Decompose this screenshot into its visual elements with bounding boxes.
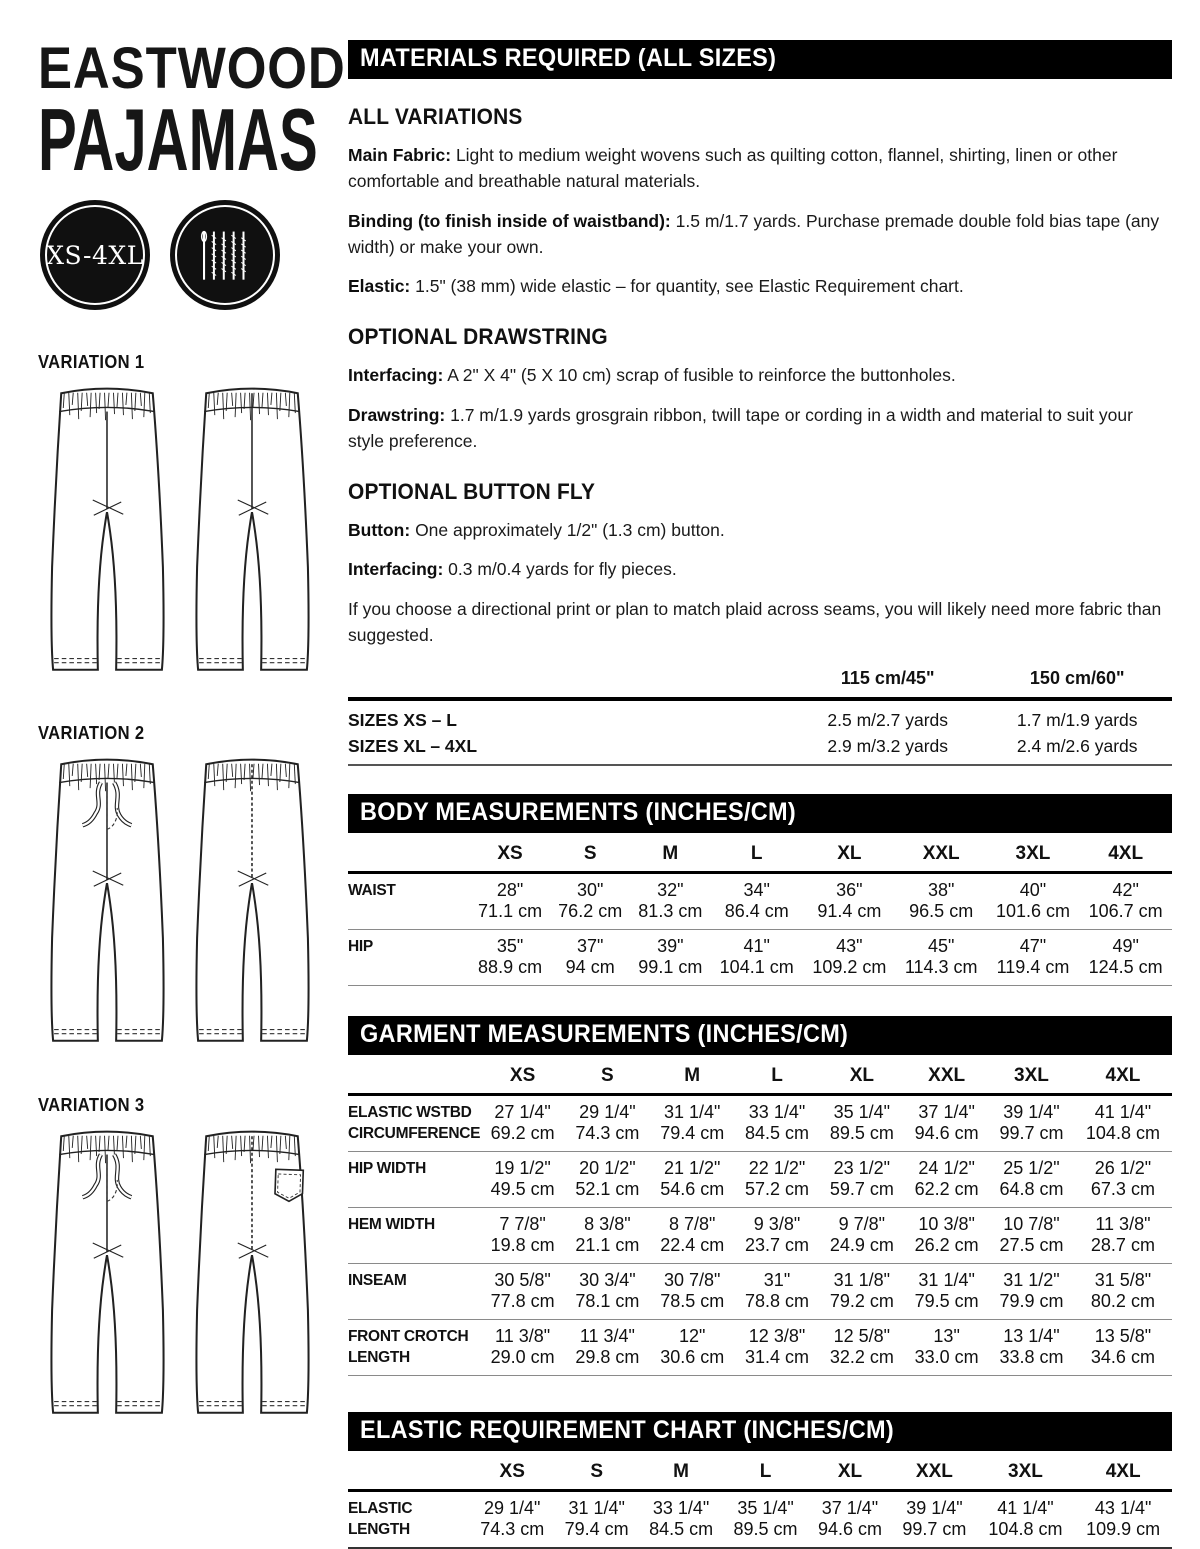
- table-cell: 37" 94 cm: [565, 936, 615, 977]
- table-cell: 21 1/2" 54.6 cm: [660, 1158, 725, 1199]
- elastic-requirement-table: [348, 1453, 1172, 1549]
- column-header: 115 cm/45": [793, 664, 983, 699]
- table-cell: 37 1/4" 94.6 cm: [817, 1498, 882, 1539]
- table-cell: 7 7/8" 19.8 cm: [490, 1214, 555, 1255]
- table-row: [348, 1320, 1172, 1376]
- size-range-label: XS-4XL: [46, 240, 144, 270]
- paragraph-label: Binding (to finish inside of waistband):: [348, 210, 671, 231]
- sewing-needles-icon: [188, 218, 262, 292]
- paragraph-label: Interfacing:: [348, 559, 444, 580]
- paragraph-text: 1.5" (38 mm) wide elastic – for quantity, see Elastic Requirement chart.: [410, 276, 964, 296]
- table-cell: 12 3/8" 31.4 cm: [745, 1326, 810, 1367]
- body-measurements-title: BODY MEASUREMENTS (INCHES/CM): [360, 798, 796, 826]
- table-cell: 43" 109.2 cm: [812, 936, 887, 977]
- table-cell: 45" 114.3 cm: [904, 936, 978, 977]
- table-cell: 31 1/4" 79.4 cm: [564, 1498, 629, 1539]
- table-cell: 38" 96.5 cm: [909, 880, 974, 921]
- table-cell: 10 7/8" 27.5 cm: [999, 1214, 1064, 1255]
- table-cell: 9 3/8" 23.7 cm: [745, 1214, 810, 1255]
- optional-drawstring-heading: OPTIONAL DRAWSTRING: [348, 324, 608, 350]
- drawstring-paragraph: [348, 402, 1172, 455]
- row-label-spacer: [348, 835, 470, 873]
- table-cell: 32" 81.3 cm: [638, 880, 703, 921]
- variation-2: [38, 723, 323, 1055]
- row-label: HIP: [348, 938, 373, 955]
- table-cell: 39 1/4" 99.7 cm: [999, 1102, 1064, 1143]
- row-label: ELASTIC LENGTH: [348, 1500, 413, 1538]
- table-cell: 2.5 m/2.7 yards: [827, 710, 949, 730]
- size-range-badge: [40, 200, 150, 310]
- table-cell: 30" 76.2 cm: [558, 880, 623, 921]
- table-cell: 31" 78.8 cm: [745, 1270, 810, 1311]
- optional-button-fly-heading: OPTIONAL BUTTON FLY: [348, 479, 596, 504]
- table-cell: 41 1/4" 104.8 cm: [1085, 1102, 1160, 1143]
- column-header: S: [550, 835, 630, 873]
- column-header: L: [723, 1453, 807, 1491]
- paragraph-text: One approximately 1/2" (1.3 cm) button.: [410, 520, 725, 540]
- column-header: 3XL: [977, 1453, 1075, 1491]
- column-header: XL: [808, 1453, 892, 1491]
- table-row: [348, 1208, 1172, 1264]
- table-cell: 31 1/2" 79.9 cm: [999, 1270, 1064, 1311]
- column-header: XS: [480, 1057, 565, 1095]
- paragraph-text: 0.3 m/0.4 yards for fly pieces.: [443, 559, 677, 580]
- left-sidebar: [38, 36, 346, 1480]
- body-measurements-table: [348, 835, 1172, 986]
- table-cell: 25 1/2" 64.8 cm: [999, 1158, 1064, 1199]
- column-header: 3XL: [987, 835, 1080, 873]
- button-paragraph: [348, 517, 1172, 543]
- column-header: M: [630, 835, 710, 873]
- row-label: INSEAM: [348, 1272, 407, 1289]
- table-cell: 13 5/8" 34.6 cm: [1090, 1326, 1155, 1367]
- row-label: HIP WIDTH: [348, 1160, 426, 1177]
- table-cell: 8 7/8" 22.4 cm: [660, 1214, 725, 1255]
- table-cell: 8 3/8" 21.1 cm: [575, 1214, 640, 1255]
- column-header: M: [639, 1453, 723, 1491]
- body-measurements-bar: [348, 794, 1172, 833]
- table-cell: 47" 119.4 cm: [996, 936, 1070, 977]
- table-cell: 35 1/4" 89.5 cm: [829, 1102, 894, 1143]
- table-cell: 41" 104.1 cm: [719, 936, 794, 977]
- table-cell: 40" 101.6 cm: [995, 880, 1070, 921]
- table-cell: 31 5/8" 80.2 cm: [1090, 1270, 1155, 1311]
- table-cell: 33 1/4" 84.5 cm: [745, 1102, 810, 1143]
- table-cell: 13" 33.0 cm: [914, 1326, 979, 1367]
- table-cell: 9 7/8" 24.9 cm: [829, 1214, 894, 1255]
- table-cell: 31 1/8" 79.2 cm: [829, 1270, 894, 1311]
- badge-row: [40, 200, 280, 310]
- paragraph-label: Main Fabric:: [348, 145, 452, 165]
- elastic-paragraph: [348, 273, 1172, 299]
- materials-header-title: MATERIALS REQUIRED (ALL SIZES): [360, 44, 777, 72]
- table-cell: 11 3/4" 29.8 cm: [575, 1326, 640, 1367]
- row-label-spacer: [348, 664, 793, 699]
- row-label: WAIST: [348, 882, 396, 899]
- interfacing-drawstring-paragraph: [348, 362, 1172, 388]
- table-row: [348, 930, 1172, 986]
- column-header: S: [565, 1057, 650, 1095]
- row-label: FRONT CROTCH LENGTH: [348, 1328, 469, 1366]
- table-cell: 43 1/4" 109.9 cm: [1086, 1498, 1161, 1539]
- column-header: M: [650, 1057, 735, 1095]
- paragraph-text: Light to medium weight wovens such as quilting cotton, flannel, shirting, linen or other comfortable and breathable natural materials.: [348, 145, 1118, 192]
- brand-title-line2: PAJAMAS: [38, 90, 318, 189]
- column-header: XS: [470, 1453, 554, 1491]
- pajama-pants-back-illustration: [183, 1122, 322, 1427]
- table-cell: 29 1/4" 74.3 cm: [480, 1498, 545, 1539]
- table-cell: 49" 124.5 cm: [1088, 936, 1163, 977]
- fabric-note-paragraph: If you choose a directional print or plan to match plaid across seams, you will likely need more fabric than suggested.: [348, 598, 1162, 645]
- column-header: L: [735, 1057, 820, 1095]
- table-cell: 36" 91.4 cm: [817, 880, 882, 921]
- row-label-spacer: [348, 1453, 470, 1491]
- table-cell: 28" 71.1 cm: [478, 880, 543, 921]
- pajama-pants-front-illustration: [38, 379, 177, 684]
- column-header: XXL: [896, 835, 987, 873]
- table-cell: 33 1/4" 84.5 cm: [649, 1498, 714, 1539]
- table-cell: 42" 106.7 cm: [1088, 880, 1163, 921]
- paragraph-label: Elastic:: [348, 276, 411, 296]
- paragraph-label: Interfacing:: [348, 365, 444, 386]
- table-cell: 1.7 m/1.9 yards: [1016, 710, 1138, 730]
- table-cell: 29 1/4" 74.3 cm: [575, 1102, 640, 1143]
- variation-2-label: VARIATION 2: [38, 723, 145, 743]
- table-cell: 2.9 m/3.2 yards: [793, 733, 983, 765]
- column-header: L: [710, 835, 803, 873]
- table-cell: 23 1/2" 59.7 cm: [829, 1158, 894, 1199]
- table-row: [348, 733, 1172, 765]
- garment-measurements-table: [348, 1057, 1172, 1376]
- table-cell: 26 1/2" 67.3 cm: [1090, 1158, 1155, 1199]
- table-cell: 39 1/4" 99.7 cm: [902, 1498, 967, 1539]
- table-cell: 2.4 m/2.6 yards: [982, 733, 1172, 765]
- brand-title-line1: EASTWOOD: [38, 36, 346, 101]
- paragraph-text: 1.5 m/1.7 yards. Purchase premade double fold bias tape (any width) or make your own.: [348, 210, 1160, 257]
- row-label-spacer: [348, 1057, 480, 1095]
- table-row: [348, 1152, 1172, 1208]
- table-cell: 30 3/4" 78.1 cm: [575, 1270, 640, 1311]
- paragraph-text: 1.7 m/1.9 yards grosgrain ribbon, twill tape or cording in a width and material to suit your style preference.: [348, 404, 1133, 451]
- binding-paragraph: [348, 208, 1172, 261]
- elastic-chart-bar: [348, 1412, 1172, 1451]
- table-cell: 22 1/2" 57.2 cm: [745, 1158, 810, 1199]
- table-row: [348, 1491, 1172, 1549]
- table-cell: 35" 88.9 cm: [478, 936, 543, 977]
- elastic-chart-title: ELASTIC REQUIREMENT CHART (INCHES/CM): [360, 1416, 894, 1444]
- table-row: [348, 873, 1172, 930]
- table-cell: 35 1/4" 89.5 cm: [733, 1498, 798, 1539]
- table-cell: 10 3/8" 26.2 cm: [914, 1214, 979, 1255]
- variation-1-illustration: [38, 379, 323, 684]
- table-cell: 24 1/2" 62.2 cm: [914, 1158, 979, 1199]
- table-cell: 19 1/2" 49.5 cm: [490, 1158, 555, 1199]
- table-cell: 27 1/4" 69.2 cm: [490, 1102, 555, 1143]
- pajama-pants-front-illustration: [38, 1122, 177, 1427]
- variation-1: [38, 352, 323, 684]
- table-row: [348, 1264, 1172, 1320]
- variation-3-label: VARIATION 3: [38, 1095, 145, 1115]
- column-header: XL: [803, 835, 896, 873]
- column-header: XXL: [892, 1453, 976, 1491]
- table-row: [348, 699, 1172, 733]
- interfacing-fly-paragraph: [348, 556, 1172, 582]
- row-label: SIZES XL – 4XL: [348, 733, 793, 765]
- pajama-pants-back-illustration: [183, 750, 322, 1055]
- pajama-pants-front-illustration: [38, 750, 177, 1055]
- materials-header-bar: [348, 40, 1172, 79]
- table-cell: 39" 99.1 cm: [638, 936, 703, 977]
- column-header: XS: [470, 835, 550, 873]
- garment-measurements-bar: [348, 1016, 1172, 1055]
- all-variations-heading: ALL VARIATIONS: [348, 104, 523, 129]
- table-cell: 13 1/4" 33.8 cm: [999, 1326, 1064, 1367]
- table-cell: 31 1/4" 79.4 cm: [660, 1102, 725, 1143]
- table-cell: 41 1/4" 104.8 cm: [988, 1498, 1063, 1539]
- table-cell: 11 3/8" 29.0 cm: [490, 1326, 555, 1367]
- row-label: SIZES XS – L: [348, 710, 457, 730]
- variation-2-illustration: [38, 750, 323, 1055]
- paragraph-label: Drawstring:: [348, 404, 446, 425]
- fabric-requirement-table: [348, 664, 1172, 766]
- table-cell: 30 5/8" 77.8 cm: [490, 1270, 555, 1311]
- column-header: 4XL: [1079, 835, 1172, 873]
- needles-badge: [170, 200, 280, 310]
- table-cell: 34" 86.4 cm: [724, 880, 789, 921]
- table-cell: 20 1/2" 52.1 cm: [575, 1158, 640, 1199]
- table-cell: 31 1/4" 79.5 cm: [914, 1270, 979, 1311]
- row-label: ELASTIC WSTBD CIRCUMFERENCE: [348, 1104, 481, 1142]
- column-header: 4XL: [1074, 1057, 1172, 1095]
- variation-1-label: VARIATION 1: [38, 352, 145, 372]
- table-cell: 11 3/8" 28.7 cm: [1090, 1214, 1155, 1255]
- table-cell: 37 1/4" 94.6 cm: [914, 1102, 979, 1143]
- paragraph-text: A 2" X 4" (5 X 10 cm) scrap of fusible to reinforce the buttonholes.: [443, 365, 956, 386]
- variation-3-illustration: [38, 1122, 323, 1427]
- table-cell: 30 7/8" 78.5 cm: [660, 1270, 725, 1311]
- garment-measurements-title: GARMENT MEASUREMENTS (INCHES/CM): [360, 1020, 849, 1048]
- column-header: 3XL: [989, 1057, 1074, 1095]
- paragraph-label: Button:: [348, 520, 411, 540]
- variation-3: [38, 1095, 323, 1427]
- column-header: 4XL: [1074, 1453, 1172, 1491]
- row-label: HEM WIDTH: [348, 1216, 435, 1233]
- table-cell: 12 5/8" 32.2 cm: [829, 1326, 894, 1367]
- column-header: S: [554, 1453, 638, 1491]
- main-fabric-paragraph: [348, 142, 1172, 195]
- main-content: [348, 40, 1172, 1549]
- column-header: XXL: [904, 1057, 989, 1095]
- column-header: XL: [819, 1057, 904, 1095]
- table-cell: 12" 30.6 cm: [660, 1326, 725, 1367]
- pajama-pants-back-illustration: [183, 379, 322, 684]
- column-header: 150 cm/60": [982, 664, 1172, 699]
- table-row: [348, 1095, 1172, 1152]
